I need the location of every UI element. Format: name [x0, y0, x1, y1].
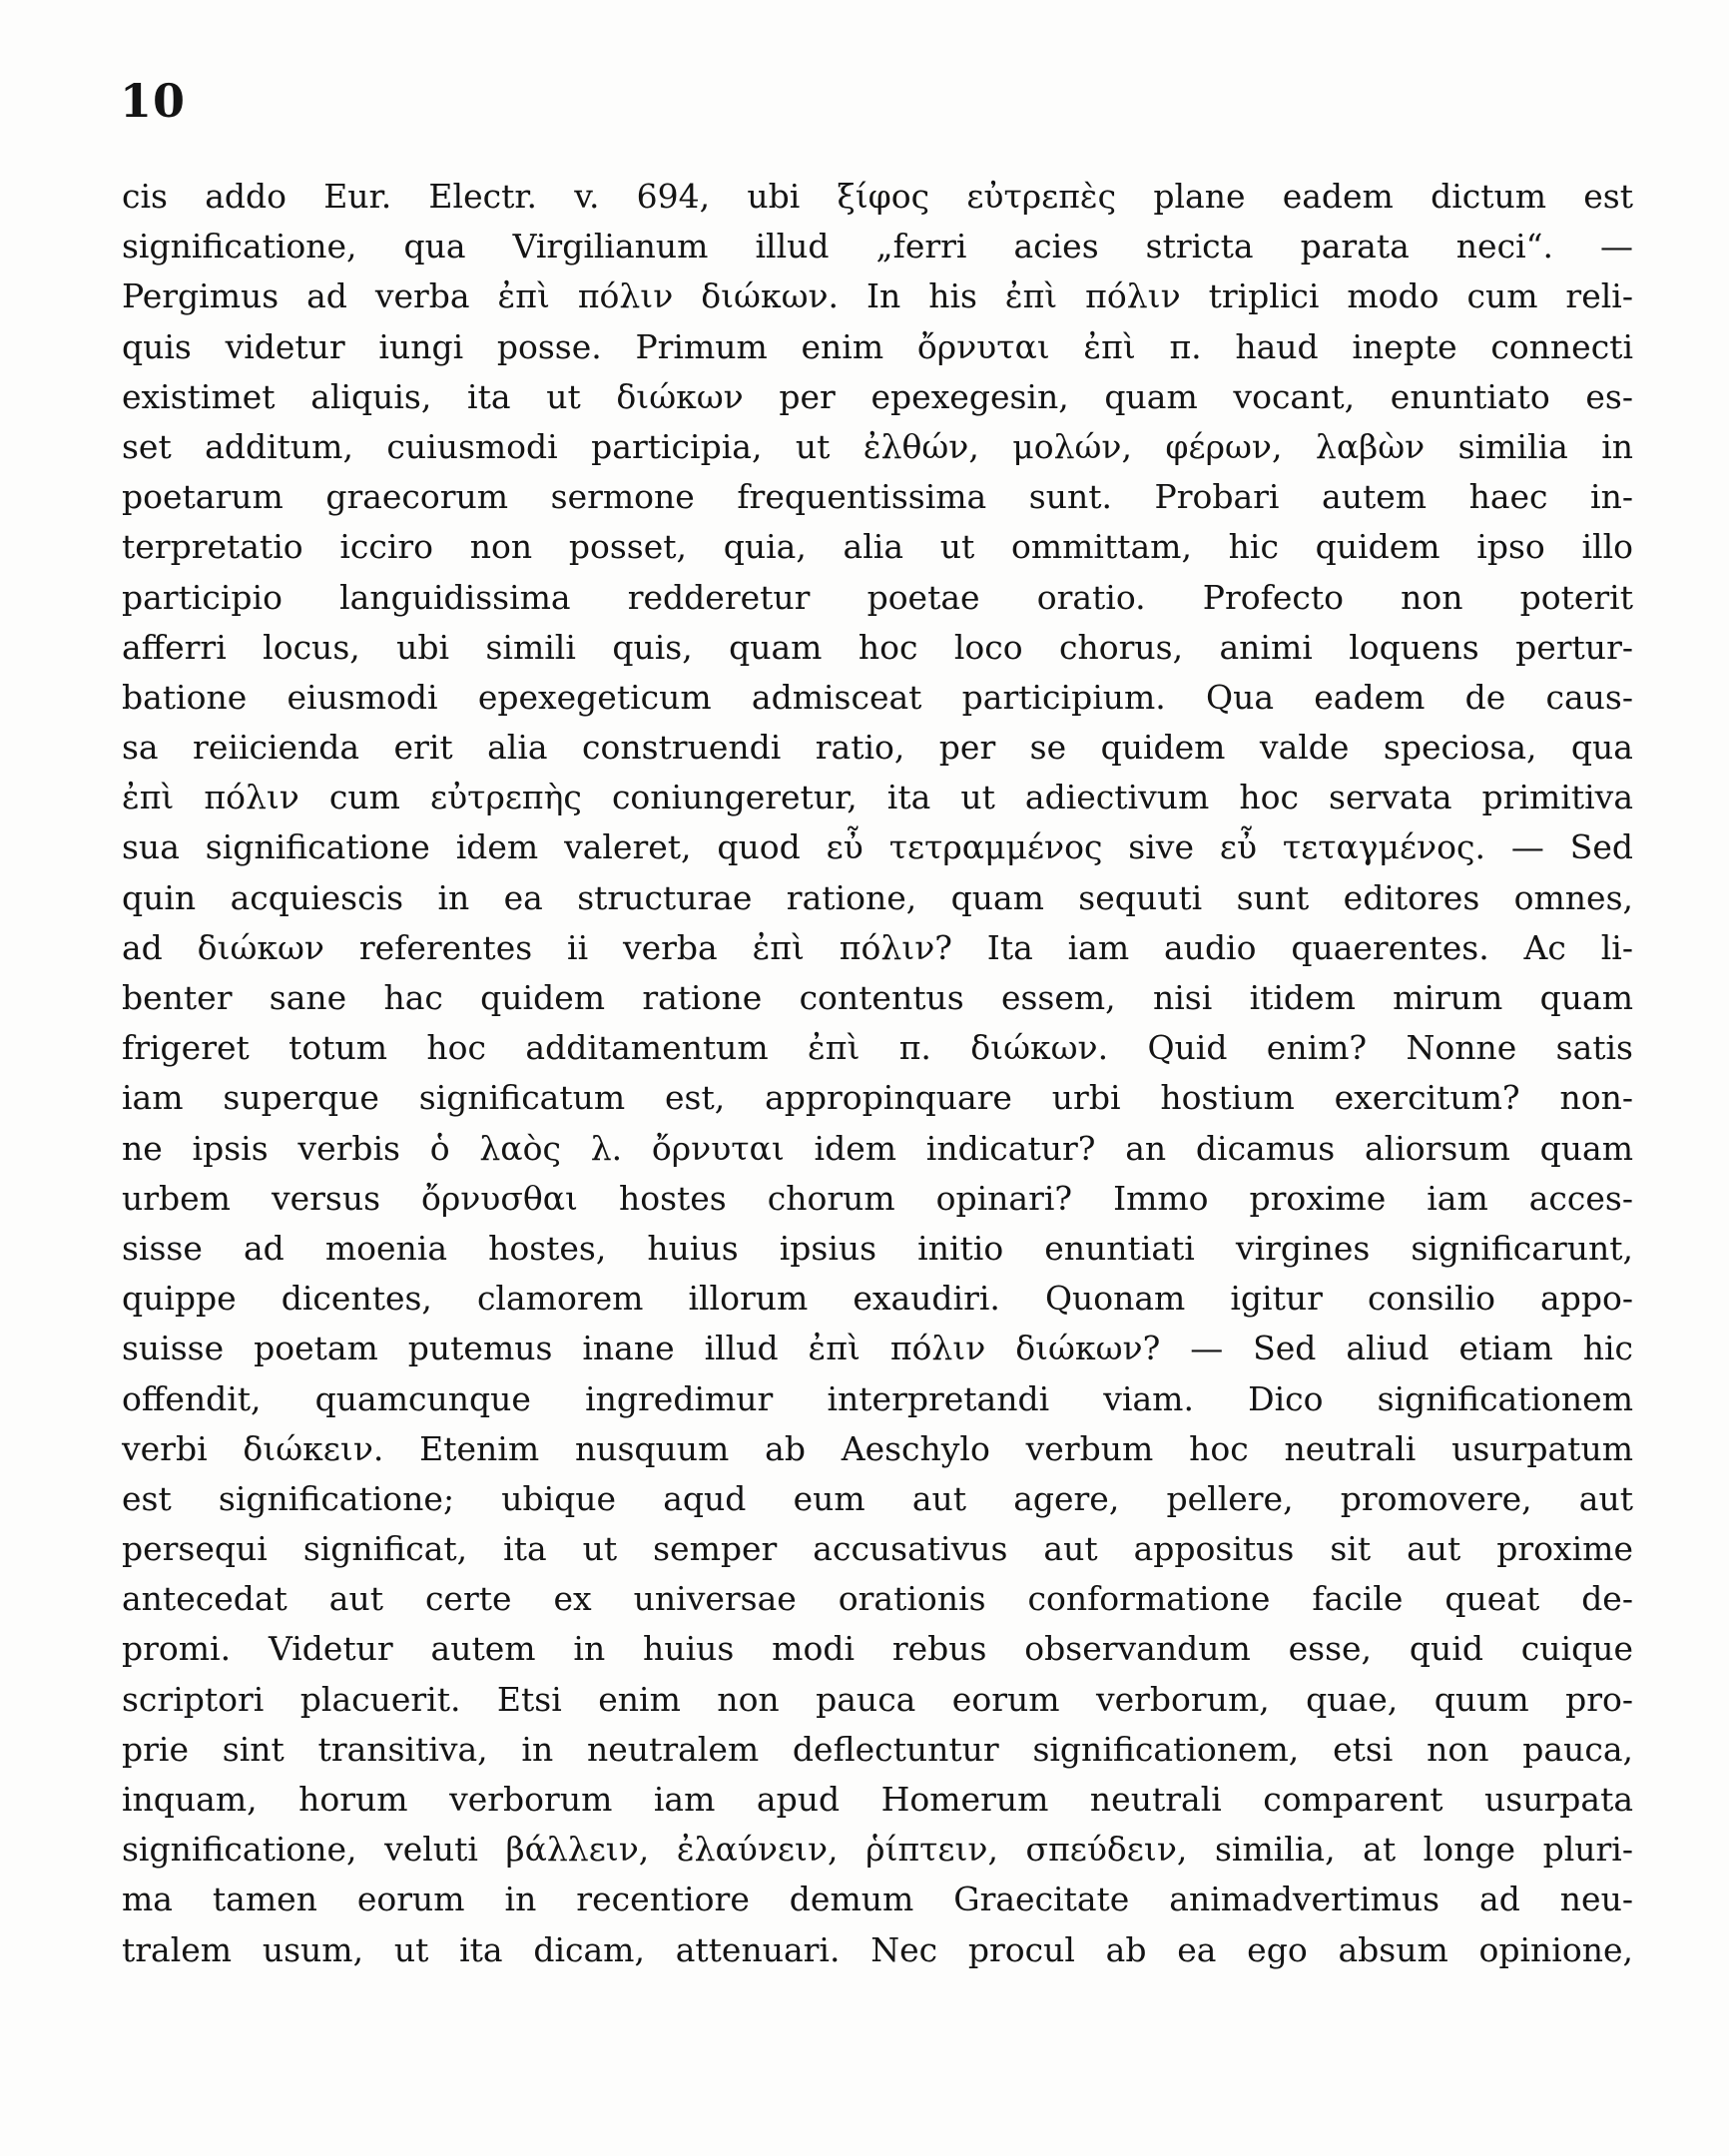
body-text — [122, 172, 1633, 1975]
text-line: afferri locus, ubi simili quis, quam hoc loco chorus, animi loquens pertur- — [122, 627, 1633, 667]
text-line: persequi significat, ita ut semper accusativus aut appositus sit aut proxime — [122, 1529, 1633, 1569]
text-line: benter sane hac quidem ratione contentus essem, nisi itidem mirum quam — [122, 978, 1633, 1017]
text-line: frigeret totum hoc additamentum ἐπὶ π. διώκων. Quid enim? Nonne satis — [122, 1028, 1633, 1068]
text-line: est significatione; ubique aqud eum aut agere, pellere, promovere, aut — [122, 1478, 1633, 1518]
text-line: quippe dicentes, clamorem illorum exaudiri. Quonam igitur consilio appo- — [122, 1279, 1633, 1319]
text-line: ad διώκων referentes ii verba ἐπὶ πόλιν? Ita iam audio quaerentes. Ac li- — [122, 927, 1633, 967]
text-line: ma tamen eorum in recentiore demum Graecitate animadvertimus ad neu- — [122, 1880, 1633, 1919]
text-line: ne ipsis verbis ὁ λαὸς λ. ὄρνυται idem indicatur? an dicamus aliorsum quam — [122, 1128, 1633, 1168]
text-line: batione eiusmodi epexegeticum admisceat participium. Qua eadem de caus- — [122, 677, 1633, 717]
page-number: 10 — [120, 74, 187, 128]
text-line: Pergimus ad verba ἐπὶ πόλιν διώκων. In his ἐπὶ πόλιν triplici modo cum reli- — [122, 276, 1633, 316]
text-line: quin acquiescis in ea structurae ratione, quam sequuti sunt editores omnes, — [122, 877, 1633, 917]
text-line: antecedat aut certe ex universae orationis conformatione facile queat de- — [122, 1579, 1633, 1619]
text-line: iam superque significatum est, appropinquare urbi hostium exercitum? non- — [122, 1078, 1633, 1118]
text-line: poetarum graecorum sermone frequentissima sunt. Probari autem haec in- — [122, 477, 1633, 517]
text-line: significatione, veluti βάλλειν, ἐλαύνειν, ῥίπτειν, σπεύδειν, similia, at longe pluri- — [122, 1830, 1633, 1870]
text-line: promi. Videtur autem in huius modi rebus observandum esse, quid cuique — [122, 1629, 1633, 1669]
text-line: tralem usum, ut ita dicam, attenuari. Nec procul ab ea ego absum opinione, — [122, 1929, 1633, 1969]
text-line: sua significatione idem valeret, quod εὖ τετραμμένος sive εὖ τεταγμένος. — Sed — [122, 827, 1633, 867]
text-line: urbem versus ὄρνυσθαι hostes chorum opinari? Immo proxime iam acces- — [122, 1178, 1633, 1218]
text-line: ἐπὶ πόλιν cum εὐτρεπὴς coniungeretur, ita ut adiectivum hoc servata primitiva — [122, 778, 1633, 817]
text-line: sa reiicienda erit alia construendi ratio, per se quidem valde speciosa, qua — [122, 728, 1633, 768]
text-line: quis videtur iungi posse. Primum enim ὄρνυται ἐπὶ π. haud inepte connecti — [122, 326, 1633, 366]
text-line: scriptori placuerit. Etsi enim non pauca eorum verborum, quae, quum pro- — [122, 1679, 1633, 1719]
text-line: prie sint transitiva, in neutralem deflectuntur significationem, etsi non pauca, — [122, 1729, 1633, 1769]
text-line: verbi διώκειν. Etenim nusquum ab Aeschylo verbum hoc neutrali usurpatum — [122, 1428, 1633, 1468]
text-line: significatione, qua Virgilianum illud „ferri acies stricta parata neci“. — — [122, 227, 1633, 267]
text-line: cis addo Eur. Electr. v. 694, ubi ξίφος εὐτρεπὲς plane eadem dictum est — [122, 177, 1633, 216]
text-line: participio languidissima redderetur poetae oratio. Profecto non poterit — [122, 577, 1633, 617]
text-line: sisse ad moenia hostes, huius ipsius initio enuntiati virgines significarunt, — [122, 1228, 1633, 1268]
text-line: terpretatio icciro non posset, quia, alia ut ommittam, hic quidem ipso illo — [122, 527, 1633, 567]
text-line: offendit, quamcunque ingredimur interpretandi viam. Dico significationem — [122, 1378, 1633, 1418]
text-line: set additum, cuiusmodi participia, ut ἐλθών, μολών, φέρων, λαβὼν similia in — [122, 426, 1633, 466]
text-line: existimet aliquis, ita ut διώκων per epexegesin, quam vocant, enuntiato es- — [122, 376, 1633, 416]
text-line: inquam, horum verborum iam apud Homerum neutrali comparent usurpata — [122, 1780, 1633, 1819]
text-line: suisse poetam putemus inane illud ἐπὶ πόλιν διώκων? — Sed aliud etiam hic — [122, 1329, 1633, 1368]
